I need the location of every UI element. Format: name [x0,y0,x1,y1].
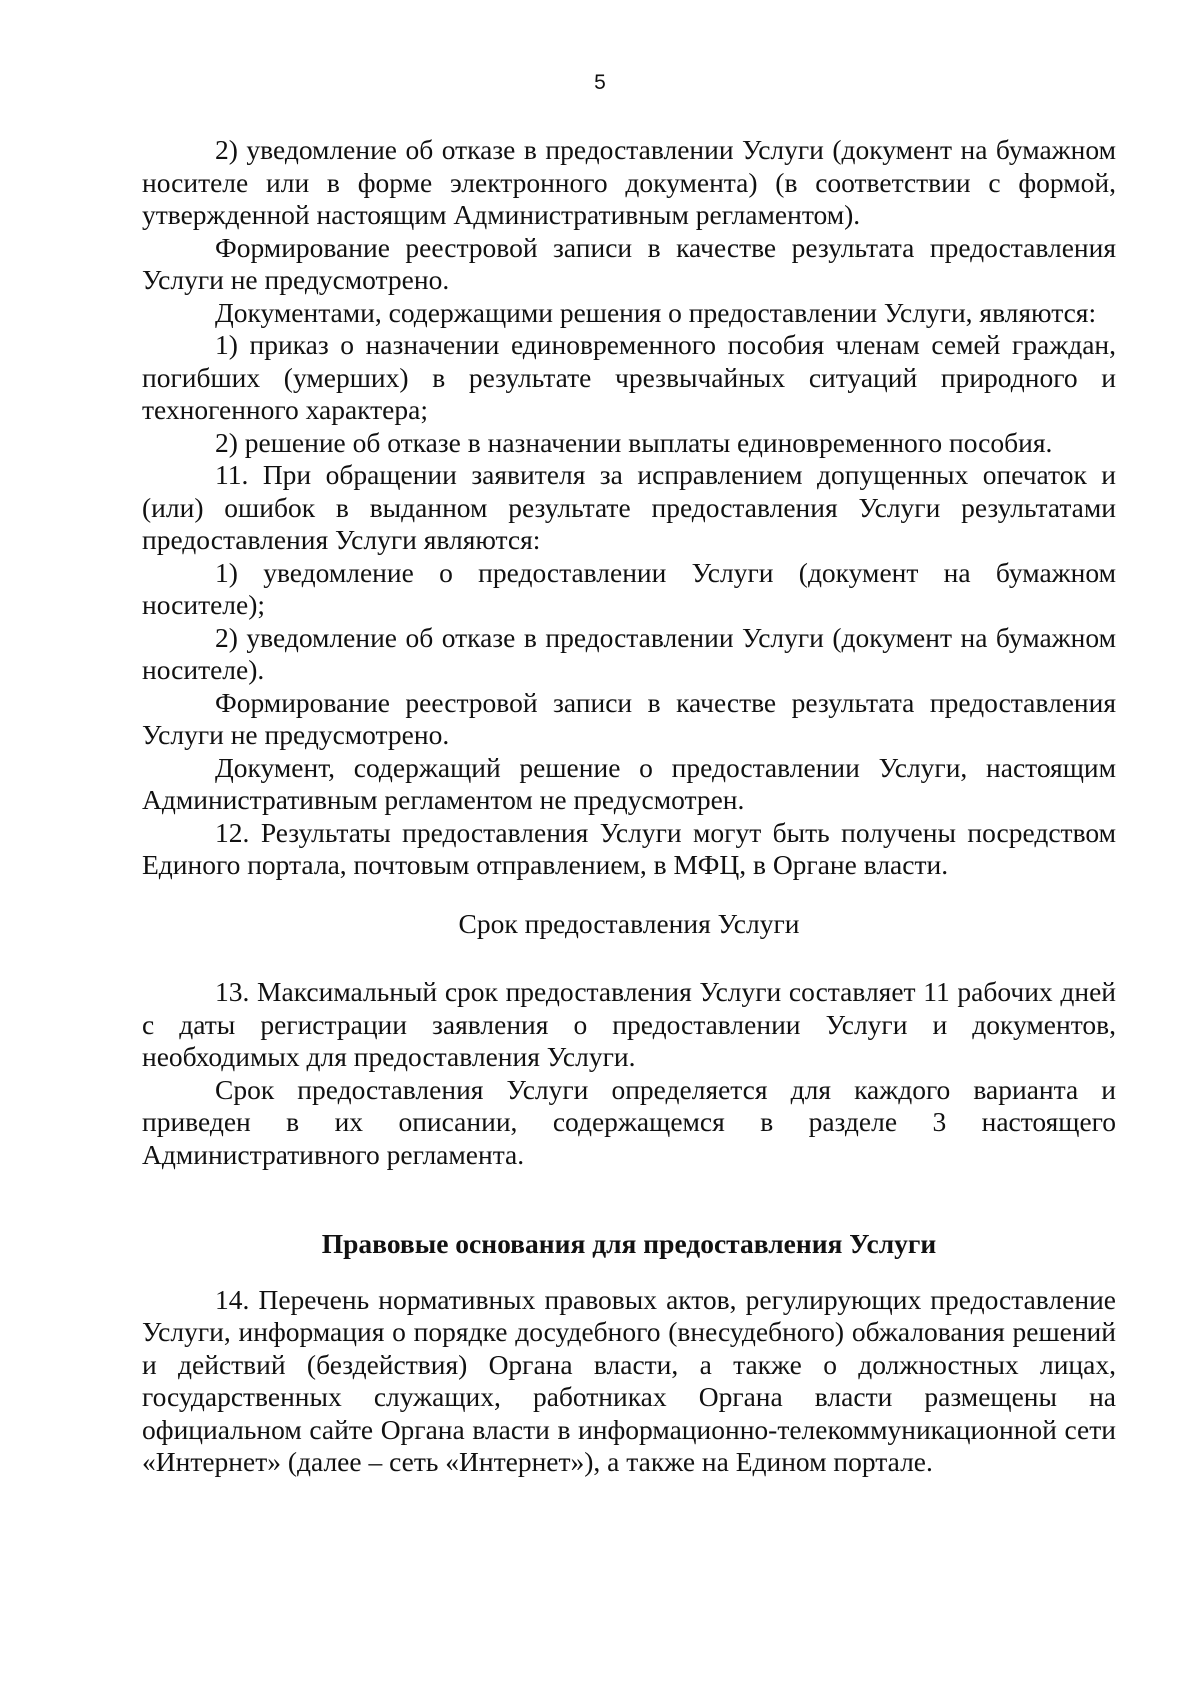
paragraph-decision-documents: Документами, содержащими решения о предоставлении Услуги, являются: [215,296,1097,328]
document-body [142,134,1116,1479]
paragraph-item-13: 13. Максимальный срок предоставления Услуги составляет 11 рабочих дней с даты регистрации заявления о предоставлении Услуги и документов, необходимых для предоставления Услуги. [142,976,1116,1072]
paragraph-registry-record: Формирование реестровой записи в качестве результата предоставления Услуги не предусмотрено. [142,231,1116,295]
page-number: 5 [594,71,606,94]
paragraph-registry-record-2: Формирование реестровой записи в качестве результата предоставления Услуги не предусмотрено. [142,686,1116,750]
paragraph-notice-refusal-paper: 2) уведомление об отказе в предоставлении Услуги (документ на бумажном носителе). [142,621,1116,685]
paragraph-refusal-decision: 2) решение об отказе в назначении выплаты единовременного пособия. [215,426,1053,458]
paragraph-item-14: 14. Перечень нормативных правовых актов, регулирующих предоставление Услуги, информация о порядке досудебного (внесудебного) обжалования решений и действий (бездействия) Органа власти, а также о должностных лицах, государственных служащих, работниках Органа власти размещены на официальном сайте Органа власти в информационно-телекоммуникационной сети «Интернет» (далее – сеть «Интернет»), а также на Едином портале. [142,1283,1116,1477]
paragraph-item-11: 11. При обращении заявителя за исправлением допущенных опечаток и (или) ошибок в выданном результате предоставления Услуги результатами предоставления Услуги являются: [142,459,1116,555]
paragraph-item-12: 12. Результаты предоставления Услуги могут быть получены посредством Единого портала, почтовым отправлением, в МФЦ, в Органе власти. [142,816,1116,880]
paragraph-order-allowance: 1) приказ о назначении единовременного пособия членам семей граждан, погибших (умерших) в результате чрезвычайных ситуаций природного и техногенного характера; [142,329,1116,425]
paragraph-notice-refusal: 2) уведомление об отказе в предоставлении Услуги (документ на бумажном носителе или в форме электронного документа) (в соответствии с формой, утвержденной настоящим Административным регламентом). [142,134,1116,230]
section-heading-legal-basis: Правовые основания для предоставления Услуги [321,1228,937,1259]
paragraph-decision-document-not-provided: Документ, содержащий решение о предоставлении Услуги, настоящим Административным регламентом не предусмотрен. [142,751,1116,815]
paragraph-notice-provision: 1) уведомление о предоставлении Услуги (документ на бумажном носителе); [142,556,1116,620]
section-heading-term: Срок предоставления Услуги [458,907,800,939]
paragraph-term-variants: Срок предоставления Услуги определяется для каждого варианта и приведен в их описании, содержащемся в разделе 3 настоящего Административного регламента. [142,1073,1116,1170]
